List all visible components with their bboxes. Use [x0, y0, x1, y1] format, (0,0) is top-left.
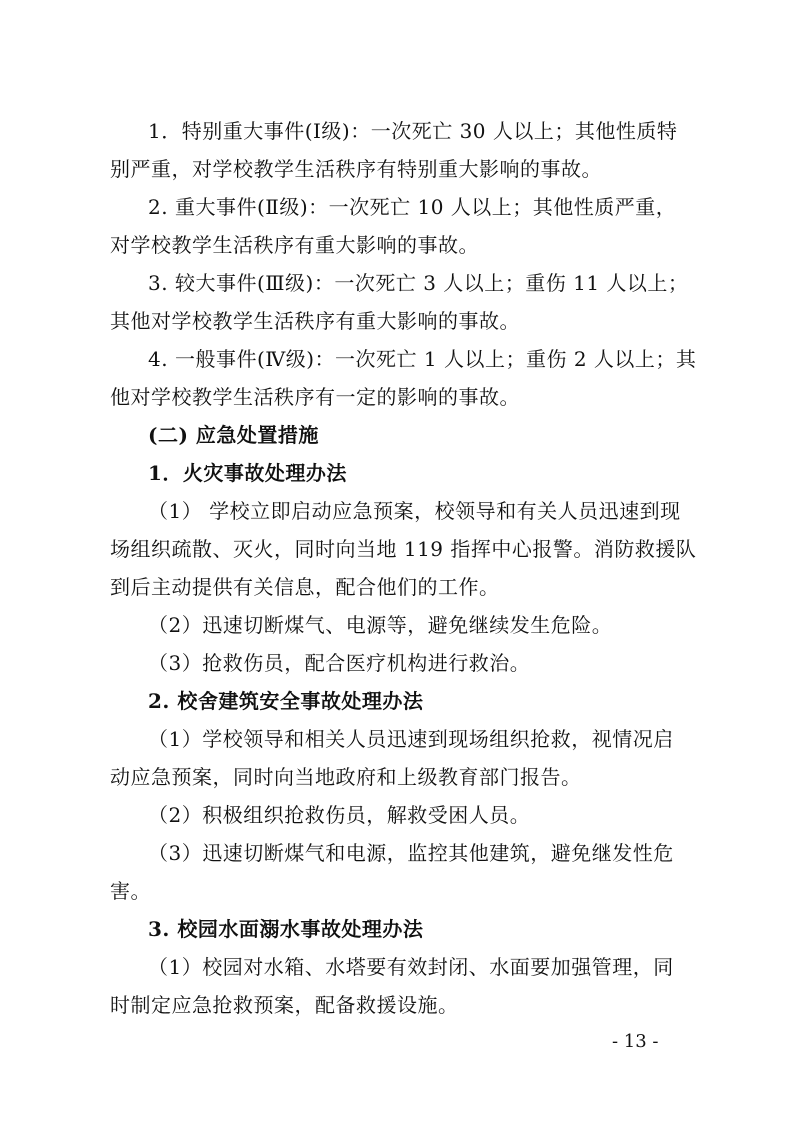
page-number: - 13 - — [612, 1031, 659, 1052]
paragraph-line: （1） 学校立即启动应急预案，校领导和有关人员迅速到现 — [148, 499, 681, 523]
paragraph-line: （3）迅速切断煤气和电源，监控其他建筑，避免继发性危 — [148, 841, 674, 865]
paragraph-line: 4. 一般事件(Ⅳ级)：一次死亡 1 人以上；重伤 2 人以上；其 — [148, 347, 697, 371]
paragraph-line: （3）抢救伤员，配合医疗机构进行救治。 — [148, 651, 531, 675]
subsection-heading: 2. 校舍建筑安全事故处理办法 — [148, 689, 424, 713]
paragraph-line: （2）积极组织抢救伤员，解救受困人员。 — [148, 803, 531, 827]
paragraph-line: 场组织疏散、灭火，同时向当地 119 指挥中心报警。消防救援队 — [110, 537, 697, 561]
paragraph-line: 动应急预案，同时向当地政府和上级教育部门报告。 — [110, 765, 582, 789]
paragraph-line: 别严重，对学校教学生活秩序有特别重大影响的事故。 — [110, 157, 602, 181]
paragraph-line: 时制定应急抢救预案，配备救援设施。 — [110, 993, 459, 1017]
paragraph-line: 到后主动提供有关信息，配合他们的工作。 — [110, 575, 500, 599]
paragraph-line: 害。 — [110, 879, 151, 903]
paragraph-line: 3. 较大事件(Ⅲ级)：一次死亡 3 人以上；重伤 11 人以上； — [148, 271, 689, 295]
paragraph-line: （2）迅速切断煤气、电源等，避免继续发生危险。 — [148, 613, 613, 637]
paragraph-line: 他对学校教学生活秩序有一定的影响的事故。 — [110, 385, 520, 409]
subsection-heading: 3. 校园水面溺水事故处理办法 — [148, 917, 424, 941]
subsection-heading: 1．火灾事故处理办法 — [148, 461, 347, 485]
section-heading: (二) 应急处置措施 — [148, 423, 319, 447]
paragraph-line: 1．特别重大事件(Ⅰ级)：一次死亡 30 人以上；其他性质特 — [148, 119, 678, 143]
paragraph-line: 其他对学校教学生活秩序有重大影响的事故。 — [110, 309, 520, 333]
paragraph-line: （1）学校领导和相关人员迅速到现场组织抢救，视情况启 — [148, 727, 674, 751]
paragraph-line: （1）校园对水箱、水塔要有效封闭、水面要加强管理，同 — [148, 955, 674, 979]
paragraph-line: 对学校教学生活秩序有重大影响的事故。 — [110, 233, 479, 257]
paragraph-line: 2. 重大事件(Ⅱ级)：一次死亡 10 人以上；其他性质严重， — [148, 195, 677, 219]
